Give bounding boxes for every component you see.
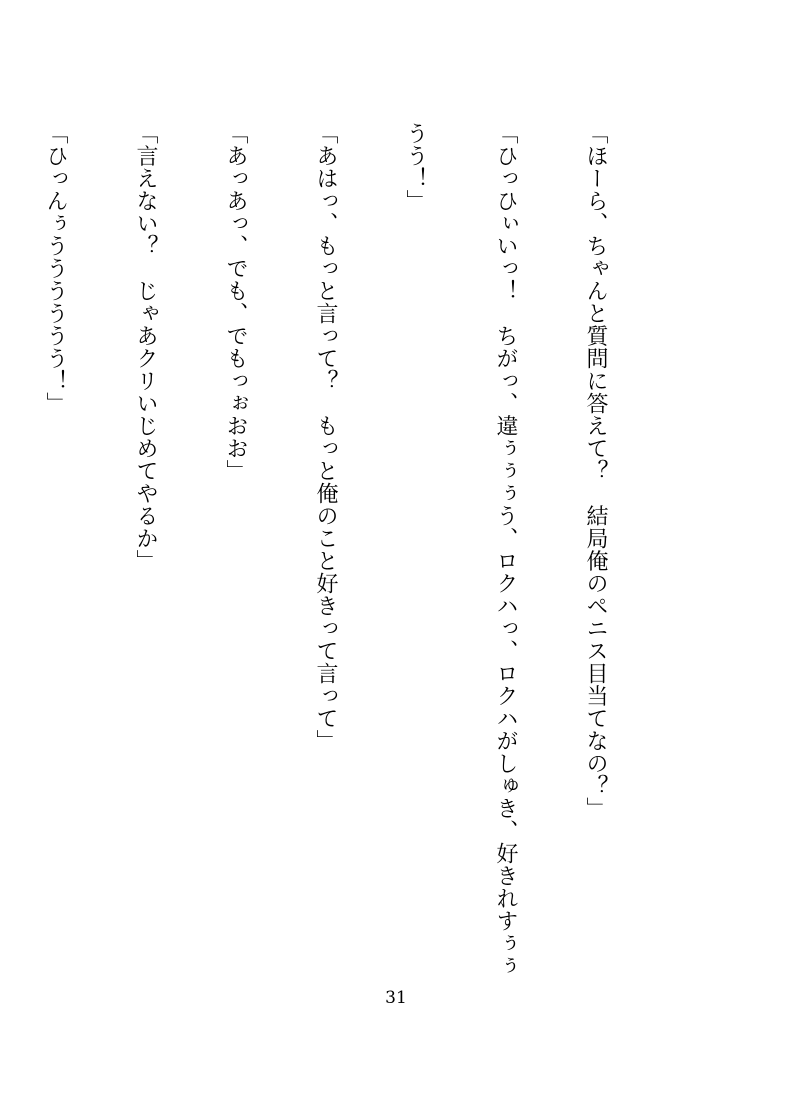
vertical-text-body bbox=[0, 122, 670, 982]
text-line: 「あはっ、もっと言って？ もっと俺のこと好きって言って」 bbox=[313, 122, 338, 752]
text-line: 「ほーら、ちゃんと質問に答えて？ 結局俺のペニス目当てなの？」 bbox=[583, 122, 608, 820]
text-line: 「あっあっ、でも、でもっぉおお」 bbox=[223, 122, 248, 482]
text-line: 「言えない？ じゃあクリいじめてやるか」 bbox=[133, 122, 158, 572]
text-line: 「ひっひぃいっ！ ちがっ、違ぅぅぅう、ロクハっ、ロクハがしゅき、好きれすぅぅ bbox=[493, 122, 518, 977]
page-number: 31 bbox=[385, 988, 407, 1008]
text-line: うう！」 bbox=[403, 122, 428, 212]
text-line: 「ひっんぅうううううう！」 bbox=[43, 122, 68, 415]
